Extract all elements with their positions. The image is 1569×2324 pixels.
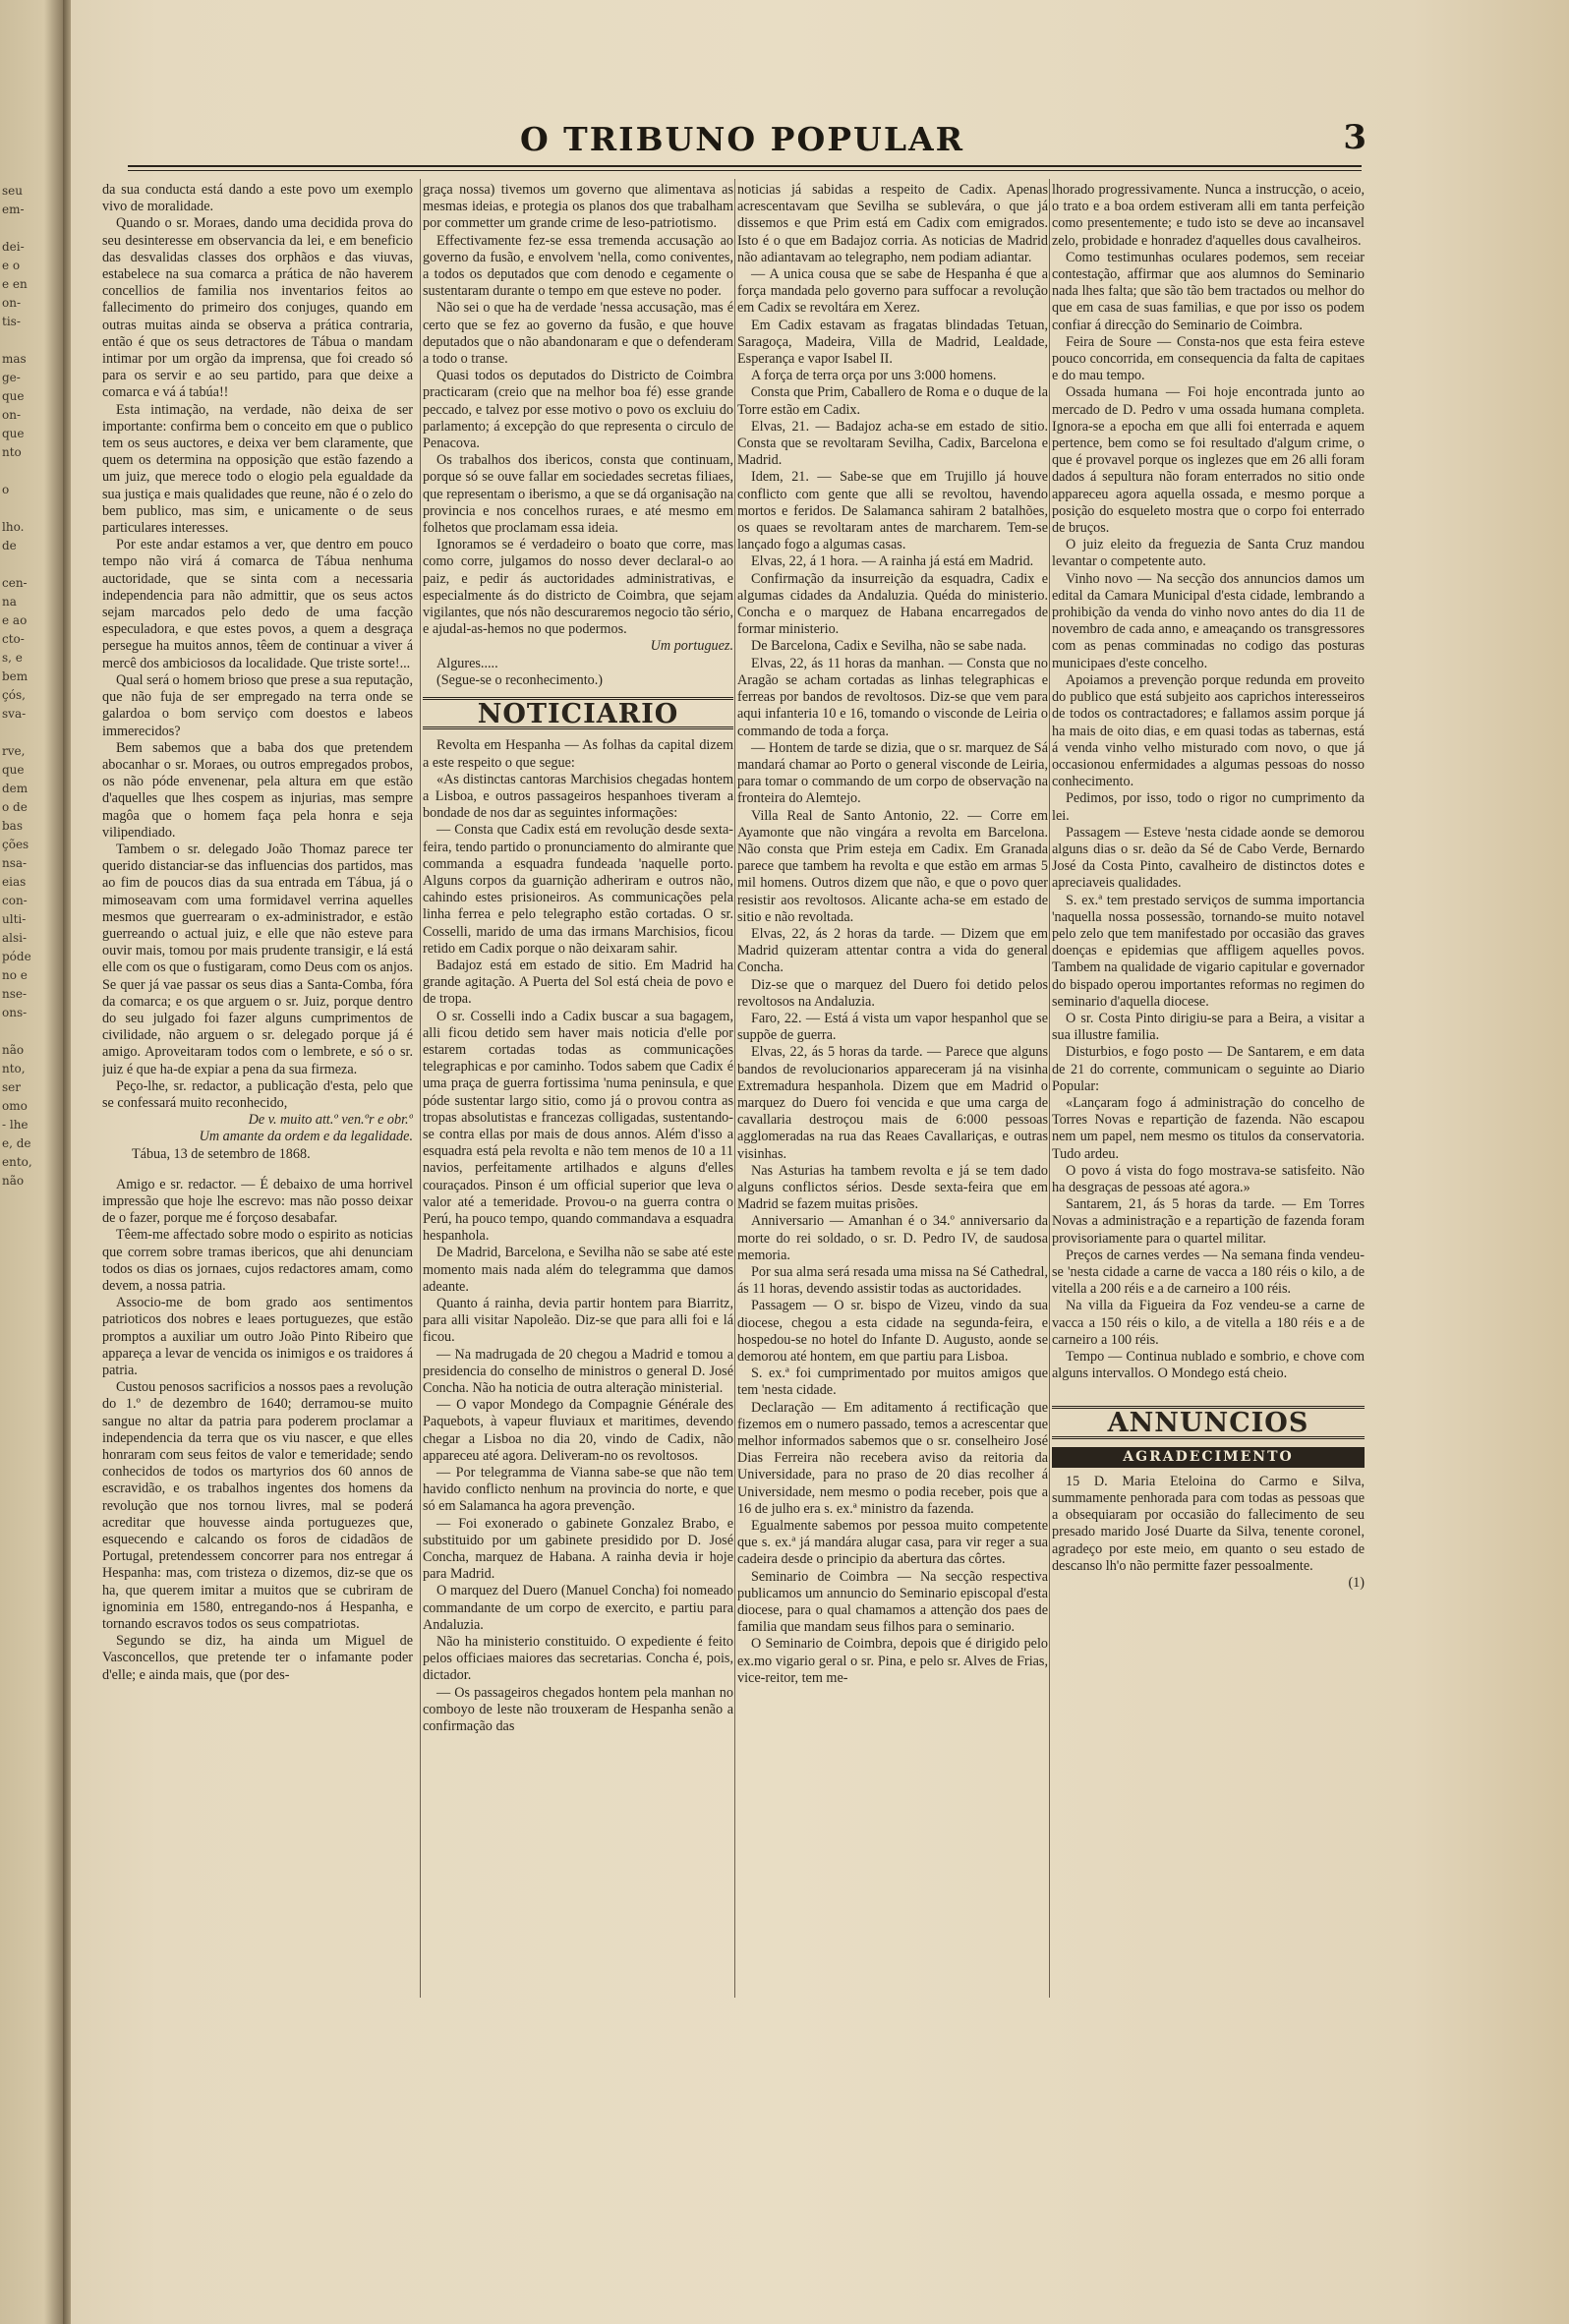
paragraph: S. ex.ª foi cumprimentado por muitos amigos que tem 'nesta cidade.	[737, 1365, 1048, 1399]
paragraph: Por sua alma será resada uma missa na Sé Cathedral, ás 11 horas, devendo assistir todas as auctoridades.	[737, 1264, 1048, 1298]
signature: Um portuguez.	[650, 638, 733, 655]
previous-page-text: seu em- dei- e o e en on- tis- mas ge- que on- que nto o lho. de cen- na e ao cto- s, e bem çós, sva- rve, que dem o de bas ções nsa- eias con- ulti- alsi- póde no e nse- ons- não nto, ser omo - lhe e, de ento, não	[2, 184, 32, 1188]
paragraph: Não ha ministerio constituido. O expediente é feito pelos officiaes maiores das secretarias. Concha é, pois, dictador.	[423, 1634, 733, 1684]
paragraph: Tambem o sr. delegado João Thomaz parece ter querido distanciar-se das influencias dos partidos, mas ao fim de poucos dias da sua entrada em Tábua, já o mimoseavam com uma formidavel verrina aquelles mesmos que guerrearam o ex-administrador, e estão guerreando o actual juiz, e elle que não esteve para ouvir mais, tomou por mais prudente transigir, e lá está elle com os que o fustigaram, como Deus com os anjos. Se quer já vae passar os seus dias a Santa-Comba, fóra da comarca; e os que arguem o sr. Juiz, porque dentro do seu julgado foi fazer alguns cumprimentos de civilidade, não arguem o sr. delegado porque já é amigo. Aproveitaram todos com o lembrete, e só o sr. juiz é que ha-de expiar a pena da sua firmeza.	[102, 841, 413, 1077]
paragraph: Peço-lhe, sr. redactor, a publicação d'esta, pelo que se confessará muito reconhecido,	[102, 1077, 413, 1111]
paragraph: Algures.....	[436, 655, 498, 671]
paragraph: Associo-me de bom grado aos sentimentos patrioticos dos nobres e leaes portuguezes, que estão promptos a auxiliar um outro João Pinto Ribeiro que appareça a levar de vencida os inimigos e os traidores á patria.	[102, 1295, 413, 1379]
column-4	[1052, 182, 1365, 1592]
news-item-passagem-2: Passagem — Esteve 'nesta cidade aonde se demorou alguns dias o sr. deão da Sé de Cabo Verde, Bernardo José da Costa Pinto, cavalheiro de distinctos dotes e apreciaveis qualidades.	[1052, 824, 1365, 892]
binding-gutter	[63, 0, 71, 2324]
paragraph: Em Cadix estavam as fragatas blindadas Tetuan, Saragoça, Madeira, Villa de Madrid, Lealdade, Esperança e vapor Isabel II.	[737, 317, 1048, 368]
paragraph: Quanto á rainha, devia partir hontem para Biarritz, para alli visitar Napoleão. Diz-se que para alli foi e lá ficou.	[423, 1296, 733, 1346]
masthead	[118, 116, 1366, 165]
paragraph: «Lançaram fogo á administração do concelho de Torres Novas e repartição de fazenda. Não escapou nem um papel, nem mesmo os titulos da conservatoria. Tudo ardeu.	[1052, 1094, 1365, 1162]
paragraph: Faro, 22. — Está á vista um vapor hespanhol que se suppõe de guerra.	[737, 1010, 1048, 1044]
paragraph: O marquez del Duero (Manuel Concha) foi nomeado commandante de um corpo de exercito, e partiu para Andaluzia.	[423, 1583, 733, 1633]
paragraph: — Foi exonerado o gabinete Gonzalez Brabo, e substituido por um gabinete presidido por D. José Concha, marquez de Habana. A rainha devia ir hoje para Madrid.	[423, 1515, 733, 1583]
paragraph: A força de terra orça por uns 3:000 homens.	[751, 368, 997, 384]
paragraph: Elvas, 22, ás 5 horas da tarde. — Parece que alguns bandos de revolucionarios appareceram já na visinha Extremadura hespanhola. Dizem que em Madrid o marquez do Duero foi vencida e que uma carga de cavallaria destroçou mais de 6:000 pessoas agglomeradas na rua das Reaes Cavallariças, e outras visinhas.	[737, 1044, 1048, 1162]
paragraph: — Consta que Cadix está em revolução desde sexta-feira, tendo partido o pronunciamento do almirante que commanda a esquadra fundeada 'naquelle porto. Alguns corpos da guarnição adheriram e outros não, cahindo estes prisioneiros. As communicações pela linha ferrea e pelo telegrapho estão cortadas. O sr. Cosselli, marido de uma das irmans Marchisios, ficou retido em Cadix porque o não deixaram sahir.	[423, 822, 733, 957]
page-number: 3	[1343, 118, 1366, 157]
paragraph: Como testimunhas oculares podemos, sem receiar contestação, affirmar que aos alumnos do Seminario nada lhes falta; que são tão bem tractados ou melhor do que em casa de suas familias, e que por isso os podem confiar á direcção do Seminario de Coimbra.	[1052, 249, 1365, 333]
ad-number: (1)	[1348, 1575, 1365, 1592]
paragraph: Consta que Prim, Caballero de Roma e o duque de la Torre estão em Cadix.	[737, 384, 1048, 418]
paragraph: Esta intimação, na verdade, não deixa de ser importante: confirma bem o conceito em que o publico tem os seus auctores, e deixa ver bem claramente, que quem os determina na opposição que estão fazendo a um juiz, que merece todo o elogio pela egualdade da sua justiça e mais qualidades que reune, não é o zelo do bem publico, mas sim, e unicamente o de seus particulares interesses.	[102, 401, 413, 537]
paragraph: Villa Real de Santo Antonio, 22. — Corre em Ayamonte que não vingára a revolta em Barcelona. Não consta que Prim esteja em Cadix. Em Granada parece que tambem ha revolta e que estão em armas 5 mil homens. Outros dizem que não, e que o povo quer resistir aos revoltosos. Alicante acha-se em estado de sitio e não revoltada.	[737, 807, 1048, 925]
signature-closing: De v. muito att.º ven.ºr e obr.º	[248, 1112, 413, 1129]
paragraph: De Barcelona, Cadix e Sevilha, não se sabe nada.	[751, 638, 1027, 655]
paragraph: Segundo se diz, ha ainda um Miguel de Vasconcellos, que pretende ter o infamante poder d'elle; e ainda mais, que (por des-	[102, 1633, 413, 1683]
news-item-declaracao: Declaração — Em aditamento á rectificação que fizemos em o numero passado, temos a acrescentar que melhor informados sabemos que o sr. conselheiro José Dias Ferreira não recebera aviso da reitoria da Universidade, para no praso de 20 dias recolher á Universidade, nem mesmo o podia receber, pois que a 16 de julho era s. ex.ª ministro da fazenda.	[737, 1399, 1048, 1517]
paragraph: da sua conducta está dando a este povo um exemplo vivo de moralidade.	[102, 182, 413, 215]
column-divider	[420, 179, 421, 1998]
paragraph: Elvas, 22, ás 2 horas da tarde. — Dizem que em Madrid quizeram attentar contra a vida do general Concha.	[737, 925, 1048, 976]
paragraph: O Seminario de Coimbra, depois que é dirigido pelo ex.mo vigario geral o sr. Pina, e pelo sr. Alves de Frias, vice-reitor, tem me-	[737, 1636, 1048, 1686]
header-rule	[128, 165, 1362, 171]
column-3	[737, 182, 1048, 1687]
paragraph: «As distinctas cantoras Marchisios chegadas hontem a Lisboa, e outros passageiros hespanhoes tiveram a bondade de nos dar as seguintes informações:	[423, 771, 733, 822]
ad-text: 15 D. Maria Eteloina do Carmo e Silva, summamente penhorada para com todas as pessoas que a obsequiaram por occasião do fallecimento de seu presado marido José Duarte da Silva, tenente coronel, agradeço por este meio, em quanto o seu estado de descanso lh'o não permitte fazer pessoalmente.	[1052, 1473, 1365, 1574]
paragraph: lhorado progressivamente. Nunca a instrucção, o aceio, o trato e a boa ordem estiveram alli em tanta perfeição como presentemente; e tudo isto se deve ao incansavel zelo, probidade e honradez d'aquelles dous cavalheiros.	[1052, 182, 1365, 249]
news-item-revolta: Revolta em Hespanha — As folhas da capital dizem a este respeito o que segue:	[423, 737, 733, 771]
news-item-seminario: Seminario de Coimbra — Na secção respectiva publicamos um annuncio do Seminario episcopal d'esta diocese, para o qual chamamos a attenção dos paes de familia que mandam seus filhos para o seminario.	[737, 1568, 1048, 1636]
paragraph: Badajoz está em estado de sitio. Em Madrid ha grande agitação. A Puerta del Sol está cheia de povo e de tropa.	[423, 957, 733, 1008]
paragraph: Quasi todos os deputados do Districto de Coimbra practicaram (creio que na melhor boa fé) esse grande peccado, e talvez por esse motivo o povo os excluiu do parlamento; á excepção do que representa o circulo de Penacova.	[423, 368, 733, 452]
news-item-vinho: Vinho novo — Na secção dos annuncios damos um edital da Camara Municipal d'esta cidade, lembrando a prohibição da venda do vinho novo antes do dia 11 de novembro de cada anno, e ameaçando os transgressores com as penas comminadas no codigo das posturas municipaes d'este concelho.	[1052, 570, 1365, 671]
newspaper-title: O TRIBUNO POPULAR	[519, 120, 965, 158]
paragraph: — Hontem de tarde se dizia, que o sr. marquez de Sá mandará chamar ao Porto o general visconde de Leiria, para tomar o commando de um corpo de observação na fronteira do Alemtejo.	[737, 739, 1048, 807]
previous-page-edge	[0, 0, 63, 2324]
paragraph: Egualmente sabemos por pessoa muito competente que s. ex.ª já mandára alugar casa, para vir reger a sua cadeira desde o principio da abertura das côrtes.	[737, 1518, 1048, 1568]
news-item-feira: Feira de Soure — Consta-nos que esta feira esteve pouco concorrida, em consequencia da falta de capitaes e do mau tempo.	[1052, 333, 1365, 384]
paragraph: — Os passageiros chegados hontem pela manhan no comboyo de leste não trouxeram de Hespanha senão a confirmação das	[423, 1684, 733, 1735]
news-item-anniversario: Anniversario — Amanhan é o 34.º anniversario da morte do rei soldado, o sr. D. Pedro IV, de saudosa memoria.	[737, 1213, 1048, 1263]
letter-dateline: Tábua, 13 de setembro de 1868.	[132, 1145, 311, 1162]
paragraph: O sr. Costa Pinto dirigiu-se para a Beira, a visitar a sua illustre familia.	[1052, 1010, 1365, 1044]
paragraph: S. ex.ª tem prestado serviços de summa importancia 'naquella nossa possessão, tornando-se muito notavel pelo zelo que tem manifestado por occasião das graves doenças e epidemias que affligem aquelles povos. Tambem na qualidade de vigario capitular e governador do bispado operou importantes reformas no regimen do seminario d'aquella diocese.	[1052, 892, 1365, 1010]
paragraph: Têem-me affectado sobre modo o espirito as noticias que correm sobre tramas ibericos, que ahi denunciam todos os dias os jornaes, cujos redactores amam, como devem, a nossa patria.	[102, 1227, 413, 1294]
column-2	[423, 182, 733, 1735]
paragraph: O sr. Cosselli indo a Cadix buscar a sua bagagem, alli ficou detido sem haver mais noticia d'elle por estarem cortadas todas as communicações telegraphicas e por caminho. Todos sabem que Cadix é uma praça de guerra fortissima 'numa peninsula, e que póde sustentar largo sitio, como já o provou contra as tropas absolutistas e francezas colligadas, sustentando-se contra ellas por mais de dous annos. Além d'isso a esquadra está pela revolta e não tem menos de 10 a 11 navios, perfeitamente artilhados e alguns d'elles couraçados. Pinson é um official superior que leva o valor até a temeridade. Provou-o na guerra contra o Perú, ha pouco tempo, quando commandava a esquadra hespanhola.	[423, 1008, 733, 1245]
paragraph: Por este andar estamos a ver, que dentro em pouco tempo não virá á comarca de Tábua nenhuma auctoridade, que se sinta com a necessaria independencia para não admittir, que os seus actos sejam marcados pelo dedo de uma facção especuladora, e que estes povos, a quem a desgraça persegue ha muitos annos, têem de continuar a viver á mercê dos ambiciosos da localidade. Que triste sorte!...	[102, 537, 413, 671]
paragraph: Ignoramos se é verdadeiro o boato que corre, mas como corre, julgamos do nosso dever declaral-o ao paiz, e pedir ás auctoridades administrativas, e especialmente ás do districto de Coimbra, que sejam vigilantes, que nós não descuraremos negocio tão sério, e ajudal-as-hemos no que podermos.	[423, 537, 733, 638]
paragraph: Effectivamente fez-se essa tremenda accusação ao governo da fusão, e envolvem 'nella, como coniventes, a todos os deputados que com denodo e cegamente o sustentaram durante o tempo em que esteve no poder.	[423, 232, 733, 300]
paragraph: Elvas, 22, ás 11 horas da manhan. — Consta que no Aragão se acham cortadas as linhas telegraphicas e ferreas por bandos de revoltosos. Diz-se que vem para aqui infanteria 10 e 16, tomando o visconde de Leiria o commando de toda a força.	[737, 655, 1048, 739]
paragraph: Não sei o que ha de verdade 'nessa accusação, mas é certo que se fez ao governo da fusão, e que houve deputados que o não abandonaram e que o defenderam a todo o transe.	[423, 300, 733, 368]
ad-heading-agradecimento: AGRADECIMENTO	[1052, 1447, 1365, 1468]
news-item-ossada: Ossada humana — Foi hoje encontrada junto ao mercado de D. Pedro v uma ossada humana completa. Ignora-se a epocha em que alli foi enterrada e aquem pertence, bem como se foi resultado d'algum crime, o que é provavel porque os inglezes que em 26 alli foram dados á sepultura não foram enterrados no sitio onde appareceu agora aquella ossada, e mesmo porque a posição do esqueleto mostra que o corpo foi enterrado de bruços.	[1052, 384, 1365, 537]
paragraph: Idem, 21. — Sabe-se que em Trujillo já houve conflicto com gente que alli se revoltou, havendo mortos e feridos. De Salamanca sahiram 2 batalhões, os quaes se revoltaram antes de marcharem. Tem-se lançado fogo a algumas casas.	[737, 469, 1048, 553]
paragraph: graça nossa) tivemos um governo que alimentava as mesmas ideias, e protegia os planos dos que trabalham por commetter um grande crime de leso-patriotismo.	[423, 182, 733, 232]
paragraph: (Segue-se o reconhecimento.)	[436, 671, 603, 688]
news-item-tempo: Tempo — Continua nublado e sombrio, e chove com alguns intervallos. O Mondego está cheio.	[1052, 1349, 1365, 1382]
signature-author: Um amante da ordem e da legalidade.	[199, 1129, 413, 1145]
paragraph: — Na madrugada de 20 chegou a Madrid e tomou a presidencia do conselho de ministros o general D. José Concha. Não ha noticia de outra alteração ministerial.	[423, 1346, 733, 1397]
paragraph: Quando o sr. Moraes, dando uma decidida prova do seu desinteresse em observancia da lei, e em beneficio das desvalidas classes dos orphãos e das viuvas, estabelece na sua comarca a prática de não haverem concellios de familia nos inventarios feitos ao fallecimento do primeiro dos conjuges, quando em outras muitas ainda se observa a prática contraria, então é que os seus detractores de Tábua o mandam intimar por um orgão da imprensa, que foi creado só para os servir e ao seu partido, para que deixe a comarca e vá á tabúa!!	[102, 215, 413, 401]
column-divider	[1049, 179, 1050, 1998]
paragraph: — O vapor Mondego da Compagnie Générale des Paquebots, à vapeur fluviaux et maritimes, devendo chegar a Lisboa no dia 20, vindo de Cadix, não appareceu até agora. Deliveram-no os revoltosos.	[423, 1397, 733, 1464]
section-heading-annuncios: ANNUNCIOS	[1052, 1406, 1365, 1438]
paragraph: Pedimos, por isso, todo o rigor no cumprimento da lei.	[1052, 790, 1365, 824]
paragraph: Qual será o homem brioso que prese a sua reputação, que não fuja de ser empregado na terra onde se galardoa o bom serviço com doestos e labeos immerecidos?	[102, 671, 413, 739]
paragraph: Nas Asturias ha tambem revolta e já se tem dado alguns conflictos sérios. Desde sexta-feira que em Madrid se fazem muitas prisões.	[737, 1162, 1048, 1213]
paragraph: noticias já sabidas a respeito de Cadix. Apenas acrescentavam que Sevilha se sublevára, o que já dissemos e que Prim está em Cadix com emigrados. Isto é o que em Badajoz corria. As noticias de Madrid não adiantavam ao telegrapho, nem podiam adiantar.	[737, 182, 1048, 265]
paragraph: Apoiamos a prevenção porque redunda em proveito do publico que está subjeito aos caprichos interesseiros de todos os contractadores; e fallamos assim porque já ha mais de oito dias, e em quasi todas as tabernas, está á venda vinho velho misturado com novo, o que já occasionou enfermidades a algumas pessoas do nosso conhecimento.	[1052, 671, 1365, 790]
paragraph: Os trabalhos dos ibericos, consta que continuam, porque só se ouve fallar em sociedades secretas filiaes, que representam o iberismo, a que se dá organisação na provincia e nos concelhos ruraes, e até mesmo em folhetos que proclamam essa ideia.	[423, 452, 733, 537]
paragraph: Elvas, 22, á 1 hora. — A rainha já está em Madrid.	[751, 553, 1034, 570]
paragraph: De Madrid, Barcelona, e Sevilha não se sabe até este momento mais nada além do telegramma que damos adeante.	[423, 1245, 733, 1295]
news-item-passagem: Passagem — O sr. bispo de Vizeu, vindo da sua diocese, chegou a esta cidade na segunda-feira, e hospedou-se no hotel do Infante D. Augusto, aonde se demorou até hontem, em que partiu para Lisboa.	[737, 1298, 1048, 1365]
paragraph: O juiz eleito da freguezia de Santa Cruz mandou levantar o competente auto.	[1052, 537, 1365, 570]
section-heading-noticiario: NOTICIARIO	[423, 697, 733, 729]
column-divider	[734, 179, 735, 1998]
paragraph: Na villa da Figueira da Foz vendeu-se a carne de vacca a 150 réis o kilo, a de vitella a 180 réis e a de carneiro a 100 réis.	[1052, 1298, 1365, 1348]
paragraph: Amigo e sr. redactor. — É debaixo de uma horrivel impressão que hoje lhe escrevo: mas não posso deixar de o fazer, porque me é forçoso desabafar.	[102, 1176, 413, 1227]
news-item-precos: Preços de carnes verdes — Na semana finda vendeu-se 'nesta cidade a carne de vacca a 180 réis o kilo, a de vitella a 200 réis e a de carneiro a 100 réis.	[1052, 1247, 1365, 1298]
paragraph: Santarem, 21, ás 5 horas da tarde. — Em Torres Novas a administração e a repartição de fazenda foram provisoriamente para o quartel militar.	[1052, 1196, 1365, 1247]
column-1	[102, 182, 413, 1684]
paragraph: Confirmação da insurreição da esquadra, Cadix e algumas cidades da Andaluzia. Quéda do ministerio. Concha e o marquez de Habana encarregados de formar ministerio.	[737, 570, 1048, 638]
paragraph: Diz-se que o marquez del Duero foi detido pelos revoltosos na Andaluzia.	[737, 976, 1048, 1010]
paragraph: O povo á vista do fogo mostrava-se satisfeito. Não ha desgraças de pessoas até agora.»	[1052, 1162, 1365, 1195]
paragraph: — A unica cousa que se sabe de Hespanha é que a força mandada pelo governo para suffocar a revolução em Cadix se revoltára em Xerez.	[737, 266, 1048, 317]
paragraph: — Por telegramma de Vianna sabe-se que não tem havido conflicto nenhum na provincia do norte, e que só em Salamanca ha agora prevenção.	[423, 1465, 733, 1515]
news-item-disturbios: Disturbios, e fogo posto — De Santarem, e em data de 21 do corrente, communicam o seguinte ao Diario Popular:	[1052, 1044, 1365, 1094]
paragraph: Elvas, 21. — Badajoz acha-se em estado de sitio. Consta que se revoltaram Sevilha, Cadix, Barcelona e Madrid.	[737, 418, 1048, 469]
paragraph: Custou penosos sacrificios a nossos paes a revolução do 1.º de dezembro de 1640; derramou-se muito sangue no altar da patria para poderem proclamar a independencia da terra que os viu nascer, e que elles honraram com seus feitos de valor e temeridade; sendo conhecidos de todos os martyrios dos 60 annos de escravidão, e os trabalhos ingentes dos homens da revolução que nos tornou livres, mal se poderá acreditar que houvesse ainda portuguezes que, esquecendo e calcando os foros de cidadãos de Portugal, pretendessem concorrer para nos entregar á Hespanha: mas, com tristeza o dizemos, diz-se que os ha, que querem imitar a muitos que se cubriram de ignominia em 1580, entregando-nos á Hespanha, e tornando escravos todos os seus compatriotas.	[102, 1379, 413, 1633]
paragraph: Bem sabemos que a baba dos que pretendem abocanhar o sr. Moraes, ou outros empregados probos, os não póde envenenar, pela altura em que estão d'aquelles que lhes cospem as injurias, mas sempre magôa que o homem faça pela honra e seja vilipendiado.	[102, 739, 413, 841]
